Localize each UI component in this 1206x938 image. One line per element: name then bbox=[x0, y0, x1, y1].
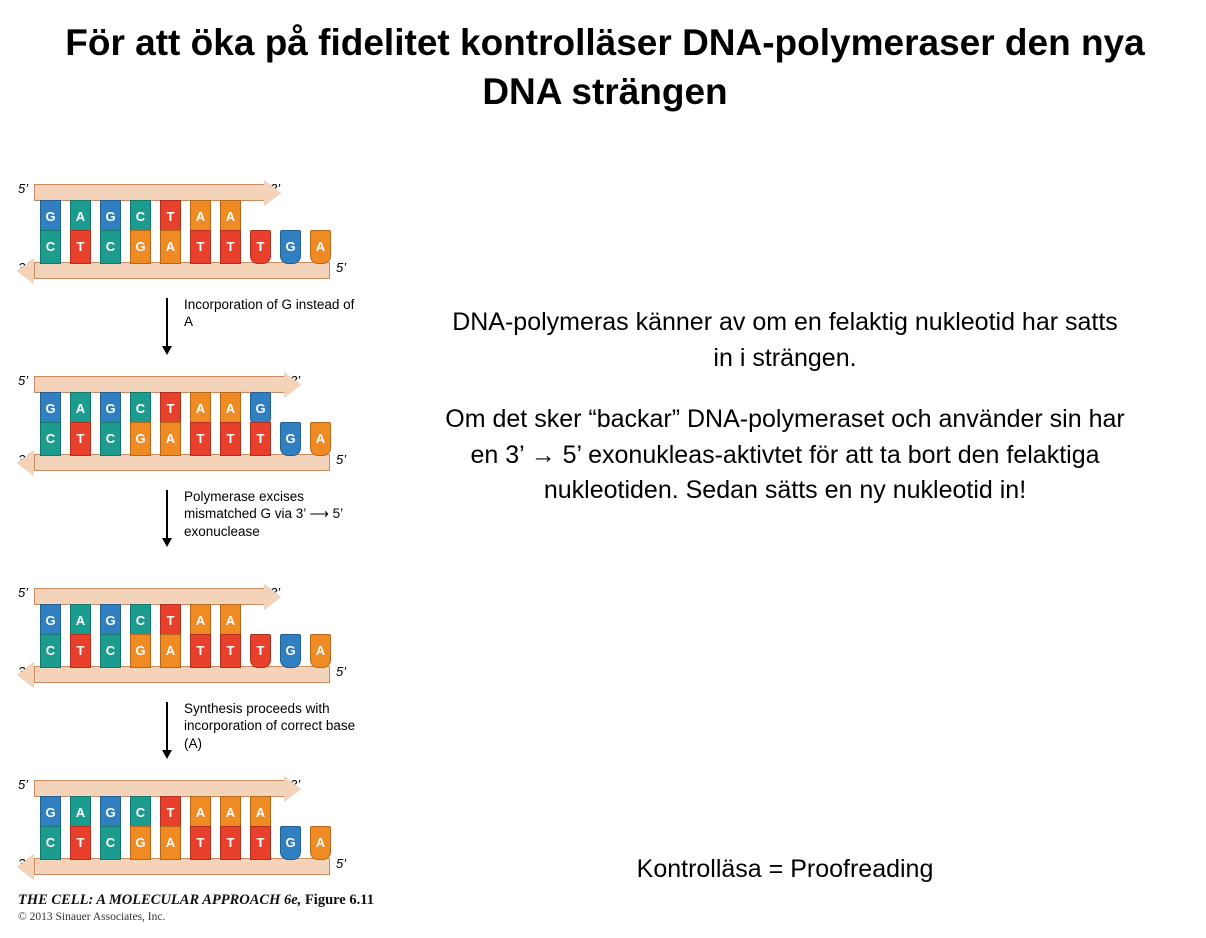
base-block: C bbox=[40, 230, 61, 264]
panel1-bottom-arrowhead-icon bbox=[17, 258, 34, 284]
base-block: T bbox=[190, 634, 211, 668]
base-block: G bbox=[280, 634, 301, 668]
base-block: A bbox=[190, 796, 211, 830]
base-block: T bbox=[160, 604, 181, 638]
panel4-bottom-3-label: 3’ bbox=[18, 856, 29, 871]
base-block: T bbox=[220, 634, 241, 668]
base-block: A bbox=[190, 604, 211, 638]
base-block: G bbox=[40, 604, 61, 638]
base-block: G bbox=[100, 392, 121, 426]
panel2-bottom-backbone bbox=[34, 454, 330, 471]
base-block: T bbox=[250, 634, 271, 668]
panel4-top-backbone bbox=[34, 780, 286, 797]
base-block: C bbox=[40, 422, 61, 456]
base-block: T bbox=[190, 826, 211, 860]
base-block: A bbox=[310, 634, 331, 668]
base-block: T bbox=[70, 422, 91, 456]
base-block: G bbox=[40, 392, 61, 426]
panel3-top-3-label: 3’ bbox=[270, 585, 281, 600]
panel1-top-3-label: 3’ bbox=[270, 181, 281, 196]
page-title: För att öka på fidelitet kontrolläser DNA-polymeraser den nya DNA strängen bbox=[65, 22, 1145, 113]
panel2-bottom-3-label: 3’ bbox=[18, 452, 29, 467]
figure-panel-2 bbox=[18, 370, 358, 488]
base-block: A bbox=[190, 392, 211, 426]
base-block: G bbox=[100, 604, 121, 638]
body-paragraph-2: Om det sker “backar” DNA-polymeraset och använder sin har en 3’ → 5’ exonukleas-aktivtet för att ta bort den felaktiga nukleotiden. Sedan sätts en ny nukleotid in! bbox=[445, 405, 1125, 504]
step-1-caption: Incorporation of G instead of A bbox=[184, 297, 355, 330]
base-block: A bbox=[220, 796, 241, 830]
base-block: G bbox=[280, 826, 301, 860]
base-block: A bbox=[70, 796, 91, 830]
base-block: T bbox=[190, 230, 211, 264]
panel4-top-3-label: 3’ bbox=[290, 777, 301, 792]
base-block: C bbox=[40, 634, 61, 668]
base-block: G bbox=[130, 230, 151, 264]
base-block: G bbox=[100, 200, 121, 234]
base-block: G bbox=[280, 230, 301, 264]
base-block: A bbox=[160, 826, 181, 860]
base-block: T bbox=[190, 422, 211, 456]
base-block: T bbox=[70, 826, 91, 860]
panel2-top-5-label: 5’ bbox=[18, 373, 29, 388]
base-block: C bbox=[130, 392, 151, 426]
panel4-bottom-arrowhead-icon bbox=[17, 854, 34, 880]
base-block: A bbox=[190, 200, 211, 234]
base-block: A bbox=[310, 422, 331, 456]
base-block: C bbox=[100, 826, 121, 860]
base-block: A bbox=[70, 200, 91, 234]
step-arrow-icon bbox=[166, 702, 168, 754]
base-block: G bbox=[100, 796, 121, 830]
panel3-top-arrowhead-icon bbox=[264, 584, 281, 610]
panel1-bottom-3-label: 3’ bbox=[18, 260, 29, 275]
panel3-bottom-5-label: 5’ bbox=[336, 664, 347, 679]
credit-line-1 bbox=[18, 892, 438, 909]
panel3-top-5-label: 5’ bbox=[18, 585, 29, 600]
base-block: T bbox=[220, 422, 241, 456]
base-block: A bbox=[310, 230, 331, 264]
base-block: A bbox=[160, 634, 181, 668]
credit-line-2: © 2013 Sinauer Associates, Inc. bbox=[18, 911, 166, 923]
base-block: G bbox=[130, 634, 151, 668]
base-block: C bbox=[130, 796, 151, 830]
step-arrow-icon bbox=[166, 298, 168, 350]
panel1-top-5-label: 5’ bbox=[18, 181, 29, 196]
credit-figure-number: Figure 6.11 bbox=[301, 892, 374, 908]
base-block: A bbox=[250, 796, 271, 830]
base-block: T bbox=[250, 422, 271, 456]
base-block: A bbox=[220, 200, 241, 234]
credit-source-title: THE CELL: A MOLECULAR APPROACH 6e, bbox=[18, 892, 302, 908]
base-block: T bbox=[70, 634, 91, 668]
base-block: T bbox=[250, 826, 271, 860]
panel1-bottom-backbone bbox=[34, 262, 330, 279]
panel3-bottom-arrowhead-icon bbox=[17, 662, 34, 688]
figure-panel-1 bbox=[18, 178, 358, 296]
body-paragraph-1: DNA-polymeras känner av om en felaktig nukleotid har satts in i strängen. bbox=[452, 308, 1118, 372]
base-block: C bbox=[100, 634, 121, 668]
panel2-bottom-arrowhead-icon bbox=[17, 450, 34, 476]
panel1-top-backbone bbox=[34, 184, 266, 201]
panel2-top-3-label: 3’ bbox=[290, 373, 301, 388]
figure-credit bbox=[18, 892, 438, 923]
base-block: A bbox=[160, 422, 181, 456]
base-block: A bbox=[160, 230, 181, 264]
mismatched-base-block: G bbox=[250, 392, 271, 426]
panel4-top-arrowhead-icon bbox=[284, 776, 301, 802]
base-block: A bbox=[70, 604, 91, 638]
base-block: T bbox=[220, 230, 241, 264]
step-2-caption: Polymerase excises mismatched G via 3’ ⟶ 5’ exonuclease bbox=[184, 489, 343, 539]
base-block: T bbox=[220, 826, 241, 860]
base-block: G bbox=[280, 422, 301, 456]
panel3-bottom-backbone bbox=[34, 666, 330, 683]
panel3-top-backbone bbox=[34, 588, 266, 605]
base-block: T bbox=[250, 230, 271, 264]
base-block: A bbox=[220, 392, 241, 426]
step-3-caption: Synthesis proceeds with incorporation of correct base (A) bbox=[184, 701, 356, 751]
panel4-bottom-5-label: 5’ bbox=[336, 856, 347, 871]
base-block: T bbox=[160, 392, 181, 426]
figure-panel-3 bbox=[18, 582, 358, 700]
base-block: T bbox=[70, 230, 91, 264]
step-arrow-icon bbox=[166, 490, 168, 542]
panel1-bottom-5-label: 5’ bbox=[336, 260, 347, 275]
panel2-top-backbone bbox=[34, 376, 286, 393]
base-block: T bbox=[160, 796, 181, 830]
base-block: A bbox=[220, 604, 241, 638]
base-block: T bbox=[160, 200, 181, 234]
panel2-top-arrowhead-icon bbox=[284, 372, 301, 398]
dna-proofreading-figure bbox=[18, 178, 418, 918]
base-block: G bbox=[40, 200, 61, 234]
figure-panel-4 bbox=[18, 774, 358, 892]
base-block: G bbox=[40, 796, 61, 830]
panel3-bottom-3-label: 3’ bbox=[18, 664, 29, 679]
base-block: C bbox=[130, 200, 151, 234]
base-block: A bbox=[70, 392, 91, 426]
footer-note: Kontrolläsa = Proofreading bbox=[636, 855, 934, 883]
panel2-bottom-5-label: 5’ bbox=[336, 452, 347, 467]
base-block: C bbox=[100, 230, 121, 264]
panel4-bottom-backbone bbox=[34, 858, 330, 875]
base-block: A bbox=[310, 826, 331, 860]
base-block: G bbox=[130, 422, 151, 456]
base-block: C bbox=[100, 422, 121, 456]
base-block: G bbox=[130, 826, 151, 860]
panel4-top-5-label: 5’ bbox=[18, 777, 29, 792]
base-block: C bbox=[130, 604, 151, 638]
body-text-block bbox=[440, 305, 1130, 509]
base-block: C bbox=[40, 826, 61, 860]
panel1-top-arrowhead-icon bbox=[264, 180, 281, 206]
